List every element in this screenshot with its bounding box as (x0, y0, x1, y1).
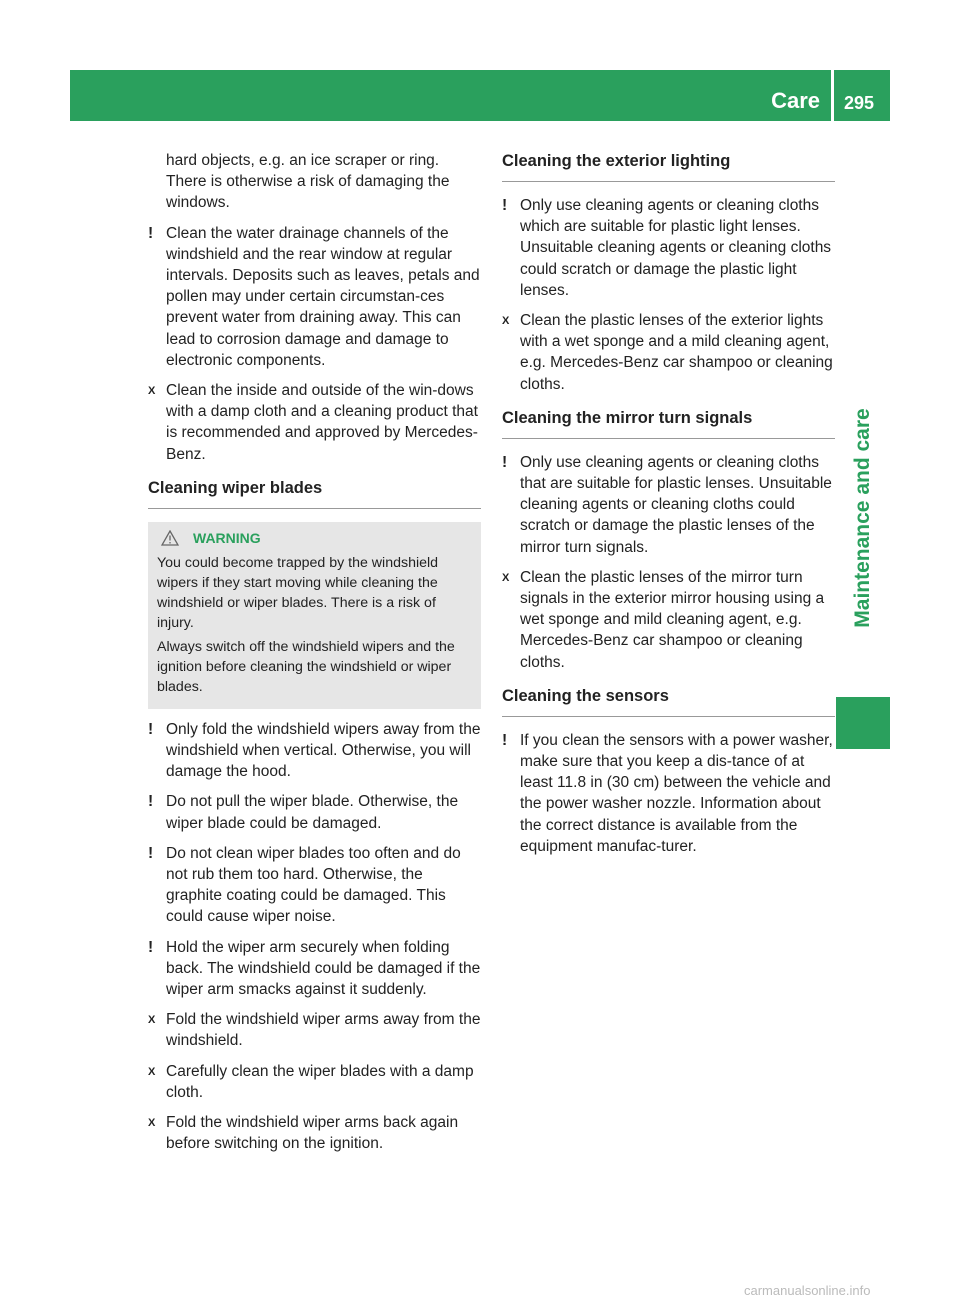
note-text: Only fold the windshield wipers away from the windshield when vertical. Otherwise, you will damage the hood. (166, 720, 481, 781)
footer-watermark: carmanualsonline.info (744, 1283, 871, 1298)
note-text: Hold the wiper arm securely when folding back. The windshield could be damaged if the wiper arm smacks against it suddenly. (166, 938, 481, 999)
step-mirror (502, 567, 835, 673)
warning-label: WARNING (193, 529, 261, 546)
note-marker: ! (148, 793, 154, 811)
note-marker: ! (502, 453, 508, 471)
note-drainage (148, 223, 481, 371)
step-text: Clean the plastic lenses of the exterior lights with a wet sponge and a mild cleaning agent, e.g. Mercedes-Benz car shampoo or cleaning cloths. (520, 312, 833, 393)
step-fold-away (148, 1009, 481, 1051)
step-arrow-icon: X (502, 571, 510, 584)
note-text: Do not pull the wiper blade. Otherwise, the wiper blade could be damaged. (166, 793, 459, 832)
note-marker: ! (502, 197, 508, 214)
right-column (502, 150, 835, 866)
note-lighting (502, 195, 835, 301)
note-mirror (502, 452, 835, 558)
note-hold-arm (148, 937, 481, 1001)
continued-text: hard objects, e.g. an ice scraper or ring. There is otherwise a risk of damaging the windows. (166, 152, 450, 212)
note-marker: ! (148, 224, 154, 242)
note-text: Do not clean wiper blades too often and do not rub them too hard. Otherwise, the graphite coating could be damaged. This could cause wiper noise. (166, 844, 461, 926)
side-tab (836, 368, 890, 668)
note-fold-vertical (148, 719, 481, 783)
warning-text-1: You could become trapped by the windshield wipers if they start moving while cleaning the windshield or wiper blades. There is a risk of injury. (157, 554, 439, 631)
warning-text-2: Always switch off the windshield wipers and the ignition before cleaning the windshield or wiper blades. (157, 638, 455, 695)
section-title: Care (771, 88, 820, 113)
step-arrow-icon: X (502, 315, 510, 328)
warning-title (157, 528, 473, 548)
note-text: If you clean the sensors with a power washer, make sure that you keep a dis-tance of at least 11.8 in (30 cm) between the vehicle and the power washer nozzle. Information about the correct distance is available from the equipment manufac-turer. (520, 731, 833, 855)
side-tab-label: Maintenance and care (851, 408, 874, 628)
note-marker: ! (148, 720, 154, 738)
left-column (148, 150, 481, 1164)
step-arrow-icon: X (148, 1117, 156, 1130)
page-number: 295 (844, 93, 875, 113)
step-arrow-icon: X (148, 1014, 156, 1027)
step-text: Fold the windshield wiper arms away from the windshield. (166, 1011, 481, 1050)
note-sensors (502, 730, 835, 857)
note-marker: ! (148, 844, 154, 862)
note-text: Only use cleaning agents or cleaning cloths that are suitable for plastic lenses. Unsuitable cleaning agents or cleaning cloths could scratch or damage the plastic lenses of the mirror turn signals. (520, 453, 832, 556)
note-do-not-pull (148, 791, 481, 833)
step-arrow-icon: X (148, 1065, 156, 1078)
step-clean-windows (148, 380, 481, 465)
warning-box (148, 522, 481, 709)
warning-triangle-icon (161, 530, 179, 546)
step-arrow-icon: X (148, 385, 156, 398)
step-fold-back (148, 1112, 481, 1154)
note-text: Only use cleaning agents or cleaning cloths which are suitable for plastic light lenses. Unsuitable cleaning agents or cleaning cloths could scratch or damage the plastic light lenses. (520, 197, 832, 299)
note-marker: ! (502, 731, 508, 749)
step-text: Fold the windshield wiper arms back again before switching on the ignition. (166, 1114, 459, 1153)
header-bar (70, 70, 890, 121)
step-text: Clean the plastic lenses of the mirror turn signals in the exterior mirror housing using a wet sponge and mild cleaning agent, e.g. Mercedes-Benz car shampoo or cleaning cloths. (520, 568, 825, 671)
note-clean-often (148, 843, 481, 928)
note-marker: ! (148, 938, 154, 956)
step-clean-blades (148, 1061, 481, 1103)
heading-exterior-lighting: Cleaning the exterior lighting (502, 150, 835, 182)
header-divider (831, 70, 834, 121)
step-lighting (502, 310, 835, 395)
note-text: Clean the water drainage channels of the windshield and the rear window at regular intervals. Deposits such as leaves, petals and pollen may under certain circumstan-ces prevent water from draining away. This can lead to corrosion damage and damage to electronic components. (166, 224, 480, 369)
step-text: Clean the inside and outside of the win-dows with a damp cloth and a cleaning product that is recommended and approved by Mercedes-Benz. (166, 382, 478, 463)
heading-sensors: Cleaning the sensors (502, 685, 835, 717)
step-text: Carefully clean the wiper blades with a damp cloth. (166, 1062, 474, 1101)
heading-wiper-blades: Cleaning wiper blades (148, 477, 481, 509)
side-tab-marker (836, 697, 890, 749)
heading-mirror-turn-signals: Cleaning the mirror turn signals (502, 407, 835, 439)
